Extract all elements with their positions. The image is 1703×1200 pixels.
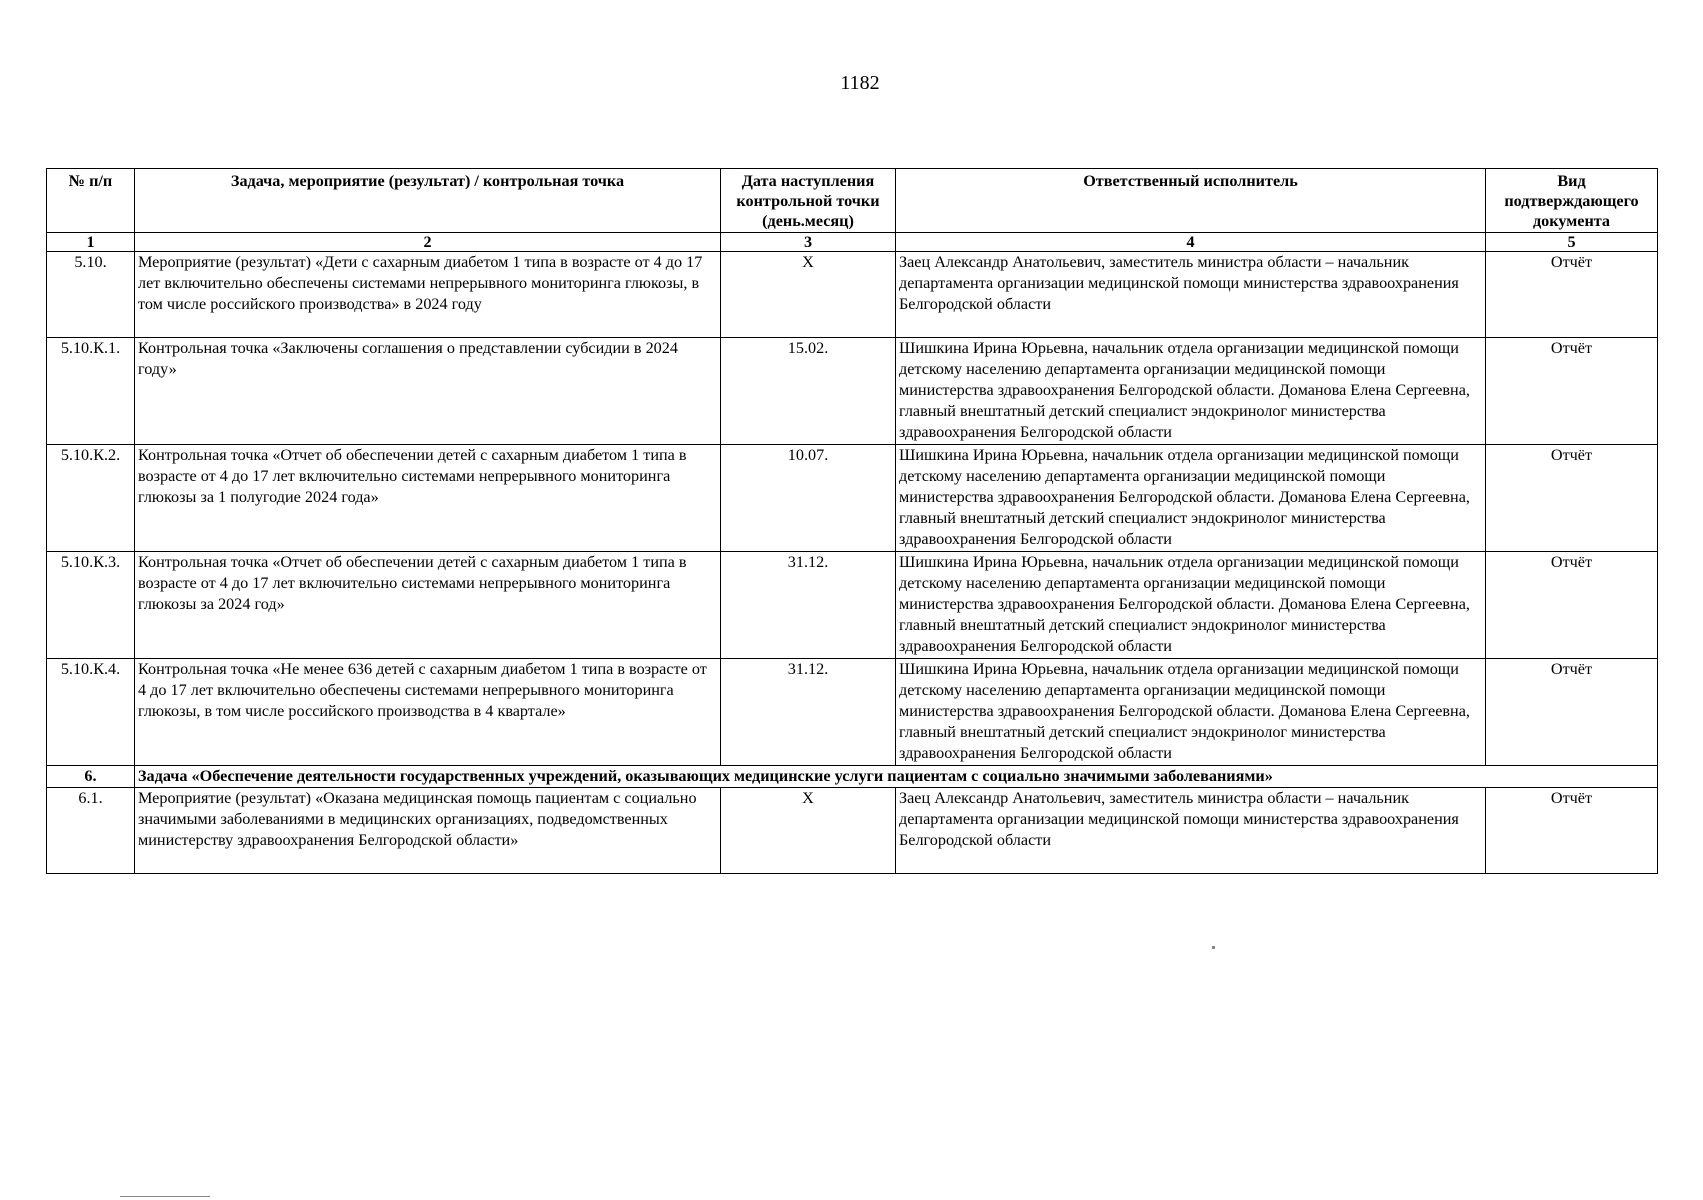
row-executor: Шишкина Ирина Юрьевна, начальник отдела организации медицинской помощи детскому населению департамента организации медицинской помощи министерства здравоохранения Белгородской области. Доманова Елена Сергеевна, главный внештатный детский специалист эндокринолог министерства здравоохранения Белгородской области — [896, 659, 1486, 766]
row-task: Контрольная точка «Отчет об обеспечении детей с сахарным диабетом 1 типа в возрасте от 4 до 17 лет включительно системами непрерывного мониторинга глюкозы за 2024 год» — [135, 552, 721, 659]
row-task: Мероприятие (результат) «Оказана медицинская помощь пациентам с социально значимыми заболеваниями в медицинских организациях, подведомственных министерству здравоохранения Белгородской области» — [135, 788, 721, 874]
column-number: 4 — [896, 233, 1486, 252]
row-document-type: Отчёт — [1486, 338, 1658, 445]
header-executor: Ответственный исполнитель — [896, 169, 1486, 233]
table-header-row — [47, 169, 1658, 233]
column-number: 5 — [1486, 233, 1658, 252]
row-date: X — [721, 788, 896, 874]
row-task: Контрольная точка «Не менее 636 детей с сахарным диабетом 1 типа в возрасте от 4 до 17 лет включительно обеспечены системами непрерывного мониторинга глюкозы, в том числе российского производства в 4 квартале» — [135, 659, 721, 766]
control-points-table — [46, 168, 1658, 874]
row-document-type: Отчёт — [1486, 252, 1658, 338]
table-row — [47, 252, 1658, 338]
column-number: 1 — [47, 233, 135, 252]
row-date: 31.12. — [721, 659, 896, 766]
row-task: Контрольная точка «Заключены соглашения о представлении субсидии в 2024 году» — [135, 338, 721, 445]
page-number: 1182 — [840, 72, 880, 94]
row-task: Контрольная точка «Отчет об обеспечении детей с сахарным диабетом 1 типа в возрасте от 4 до 17 лет включительно системами непрерывного мониторинга глюкозы за 1 полугодие 2024 года» — [135, 445, 721, 552]
table-row — [47, 788, 1658, 874]
row-number: 5.10.К.2. — [47, 445, 135, 552]
table-row — [47, 552, 1658, 659]
row-number: 5.10.К.4. — [47, 659, 135, 766]
task-number: 6. — [47, 766, 135, 788]
row-executor: Заец Александр Анатольевич, заместитель министра области – начальник департамента организации медицинской помощи министерства здравоохранения Белгородской области — [896, 788, 1486, 874]
row-date: X — [721, 252, 896, 338]
header-date: Дата наступления контрольной точки (день.месяц) — [721, 169, 896, 233]
column-number-row — [47, 233, 1658, 252]
header-num: № п/п — [47, 169, 135, 233]
task-row — [47, 766, 1658, 788]
row-number: 5.10.К.1. — [47, 338, 135, 445]
row-executor: Шишкина Ирина Юрьевна, начальник отдела организации медицинской помощи детскому населению департамента организации медицинской помощи министерства здравоохранения Белгородской области. Доманова Елена Сергеевна, главный внештатный детский специалист эндокринолог министерства здравоохранения Белгородской области — [896, 445, 1486, 552]
row-executor: Шишкина Ирина Юрьевна, начальник отдела организации медицинской помощи детскому населению департамента организации медицинской помощи министерства здравоохранения Белгородской области. Доманова Елена Сергеевна, главный внештатный детский специалист эндокринолог министерства здравоохранения Белгородской области — [896, 338, 1486, 445]
row-number: 6.1. — [47, 788, 135, 874]
row-date: 31.12. — [721, 552, 896, 659]
row-executor: Шишкина Ирина Юрьевна, начальник отдела организации медицинской помощи детскому населению департамента организации медицинской помощи министерства здравоохранения Белгородской области. Доманова Елена Сергеевна, главный внештатный детский специалист эндокринолог министерства здравоохранения Белгородской области — [896, 552, 1486, 659]
row-document-type: Отчёт — [1486, 552, 1658, 659]
table-row — [47, 338, 1658, 445]
column-number: 2 — [135, 233, 721, 252]
row-number: 5.10. — [47, 252, 135, 338]
scan-artifact — [1212, 946, 1215, 949]
row-date: 15.02. — [721, 338, 896, 445]
row-number: 5.10.К.3. — [47, 552, 135, 659]
row-document-type: Отчёт — [1486, 445, 1658, 552]
row-task: Мероприятие (результат) «Дети с сахарным диабетом 1 типа в возрасте от 4 до 17 лет включительно обеспечены системами непрерывного мониторинга глюкозы, в том числе российского производства» в 2024 году — [135, 252, 721, 338]
row-date: 10.07. — [721, 445, 896, 552]
header-task: Задача, мероприятие (результат) / контрольная точка — [135, 169, 721, 233]
row-executor: Заец Александр Анатольевич, заместитель министра области – начальник департамента организации медицинской помощи министерства здравоохранения Белгородской области — [896, 252, 1486, 338]
column-number: 3 — [721, 233, 896, 252]
row-document-type: Отчёт — [1486, 788, 1658, 874]
scan-artifact — [120, 1196, 210, 1197]
table-row — [47, 659, 1658, 766]
header-doc: Вид подтверждающего документа — [1486, 169, 1658, 233]
table-row — [47, 445, 1658, 552]
task-title: Задача «Обеспечение деятельности государственных учреждений, оказывающих медицинские услуги пациентам с социально значимыми заболеваниями» — [135, 766, 1658, 788]
row-document-type: Отчёт — [1486, 659, 1658, 766]
